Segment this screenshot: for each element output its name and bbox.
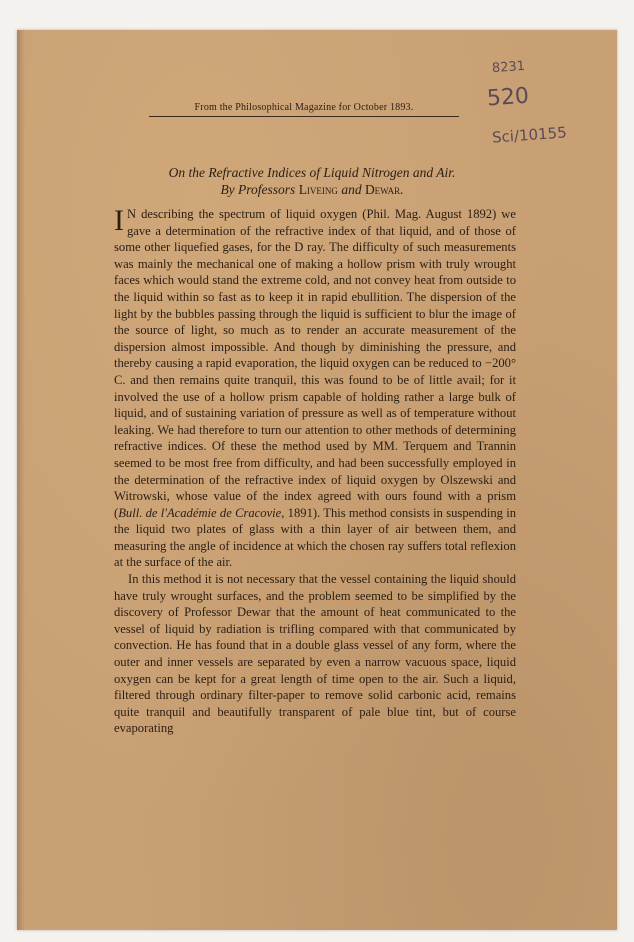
title-line-2 bbox=[107, 181, 517, 198]
article-body bbox=[114, 206, 516, 737]
paragraph-1 bbox=[114, 206, 516, 571]
paragraph-2: In this method it is not necessary that the vessel containing the liquid should have truly wrought surfaces, and the problem seemed to be simplified by the discovery of Professor Dewar that the amount of heat communicated to the vessel of liquid by radiation is trifling compared with that communicated by convection. He has found that in a double glass vessel of any form, where the outer and inner vessels are separated by even a narrow vacuous space, liquid oxygen can be kept for a great length of time open to the air. Such a liquid, filtered through ordinary filter-paper to remove solid carbonic acid, remains quite tranquil and beautifully transparent of pale blue tint, but of course evaporating bbox=[114, 572, 516, 736]
handwritten-note-3: Sci/10155 bbox=[491, 123, 568, 147]
paragraph-1-end: , 1891). This method consists in suspending in the liquid two plates of glass with a thin layer of air between them, and measuring the angle of incidence at which the chosen ray suffers total reflexion at the surface of the air. bbox=[114, 505, 516, 570]
author-liveing: Liveing bbox=[298, 182, 338, 197]
handwritten-note-1: 8231 bbox=[491, 58, 526, 77]
header-rule bbox=[149, 116, 459, 117]
document-page bbox=[17, 30, 617, 930]
article-title bbox=[107, 164, 517, 198]
byline-period: . bbox=[400, 182, 404, 197]
source-header: From the Philosophical Magazine for October 1893. bbox=[194, 102, 414, 113]
handwritten-note-2: 520 bbox=[486, 83, 530, 112]
author-dewar: Dewar bbox=[364, 182, 401, 197]
title-line-1: On the Refractive Indices of Liquid Nitrogen and Air. bbox=[168, 165, 456, 180]
citation: Bull. de l'Académie de Cracovie bbox=[118, 505, 282, 520]
byline-prefix: By Professors bbox=[220, 182, 299, 197]
drop-cap: I bbox=[114, 204, 124, 237]
paragraph-1-text: N describing the spectrum of liquid oxygen (Phil. Mag. August 1892) we gave a determination of the refractive index of that liquid, and of those of some other liquefied gases, for the D ray. The difficulty of such measurements was mainly the mechanical one of making a hollow prism with truly wrought faces which would stand the extreme cold, and not convey heat from outside to the liquid within so fast as to keep it in rapid ebullition. The dispersion of the light by the bubbles passing through the liquid is sufficient to blur the image of the source of light, so much as to render an accurate measurement of the dispersion almost impossible. And though by diminishing the pressure, and thereby causing a rapid evaporation, the liquid oxygen can be reduced to −200° C. and then remains quite tranquil, this was found to be of little avail; for it involved the use of a hollow prism capable of holding rather a large bulk of liquid, and of sustaining variation of pressure as well as of temperature without leaking. We had therefore to turn our attention to other methods of determining refractive indices. Of these the method used by MM. Terquem and Trannin seemed to be most free from difficulty, and had been successfully employed in the determination of the refractive index of liquid oxygen by Olszewski and Witrowski, whose value of the index agreed with ours found with a prism ( bbox=[114, 207, 516, 520]
byline-and: and bbox=[337, 182, 365, 197]
